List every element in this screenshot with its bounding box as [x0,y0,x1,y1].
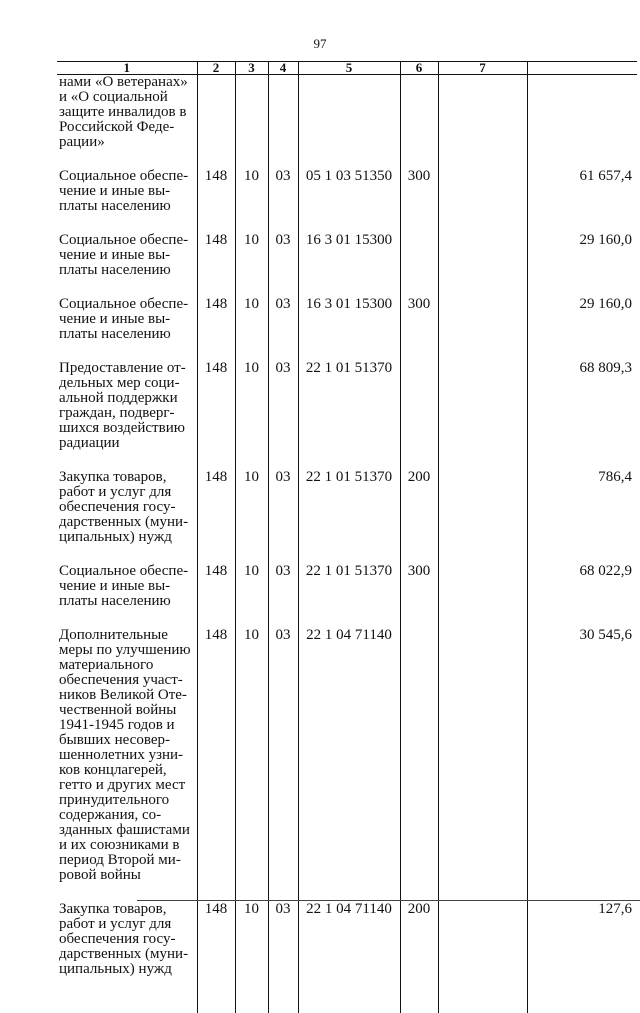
ministry-code [197,75,235,151]
ministry-code: 148 [197,361,235,451]
empty-cell [438,470,527,545]
empty-cell [438,233,527,278]
spacer-cell [298,150,400,169]
header-col-8 [527,62,637,75]
spacer-cell [298,977,400,1013]
spacer-cell [57,150,197,169]
header-col-2: 2 [197,62,235,75]
amount: 29 160,0 [527,297,637,342]
row-spacer [57,342,637,361]
expense-type: 200 [400,470,438,545]
subsection-code: 03 [268,564,298,609]
empty-cell [438,297,527,342]
table-row [57,470,637,545]
target-article: 22 1 01 51370 [298,361,400,451]
table-row [57,169,637,214]
spacer-cell [197,451,235,470]
header-col-1: 1 [57,62,197,75]
spacer-cell [438,545,527,564]
spacer-cell [235,150,268,169]
subsection-code: 03 [268,297,298,342]
empty-cell [438,361,527,451]
subsection-code [268,75,298,151]
spacer-cell [235,342,268,361]
subsection-code: 03 [268,902,298,977]
spacer-cell [197,150,235,169]
spacer-cell [527,278,637,297]
amount: 29 160,0 [527,233,637,278]
amount: 127,6 [527,902,637,977]
spacer-cell [438,609,527,628]
expense-type: 300 [400,169,438,214]
item-name: Дополнительные меры по улучшению материального обеспечения участ-ников Великой Оте-чественной войны 1941-1945 годов и бывших несовер-шеннолетних узни-ков концлагерей, гетто и других мест принудительного содержания, со-зданных фашистами и их союзниками в период Второй ми-ровой войны [57,628,197,883]
section-code: 10 [235,564,268,609]
spacer-cell [400,609,438,628]
item-name: Предоставление от-дельных мер соци-альной поддержки граждан, подверг-шихся воздействию радиации [57,361,197,451]
row-spacer [57,609,637,628]
amount: 68 022,9 [527,564,637,609]
spacer-cell [527,451,637,470]
spacer-cell [57,609,197,628]
empty-cell [438,902,527,977]
spacer-cell [57,545,197,564]
spacer-cell [438,150,527,169]
spacer-cell [235,278,268,297]
section-code: 10 [235,297,268,342]
table-row [57,233,637,278]
spacer-cell [527,214,637,233]
section-code: 10 [235,361,268,451]
item-name: Социальное обеспе-чение и иные вы-платы населению [57,564,197,609]
item-name: Закупка товаров, работ и услуг для обеспечения госу-дарственных (муни-ципальных) нужд [57,470,197,545]
spacer-cell [438,214,527,233]
spacer-cell [527,342,637,361]
spacer-cell [298,278,400,297]
spacer-cell [527,150,637,169]
spacer-cell [268,609,298,628]
spacer-cell [57,214,197,233]
expense-type [400,628,438,883]
spacer-cell [235,545,268,564]
row-spacer [57,451,637,470]
spacer-cell [298,451,400,470]
spacer-cell [268,545,298,564]
spacer-cell [268,214,298,233]
target-article: 22 1 04 71140 [298,628,400,883]
budget-table [57,61,637,1013]
section-code: 10 [235,628,268,883]
table-row [57,564,637,609]
spacer-cell [298,545,400,564]
page-number: 97 [0,36,640,52]
item-name: Социальное обеспе-чение и иные вы-платы населению [57,169,197,214]
spacer-cell [197,278,235,297]
subsection-code: 03 [268,628,298,883]
spacer-cell [438,342,527,361]
spacer-cell [298,214,400,233]
expense-type [400,75,438,151]
subsection-code: 03 [268,361,298,451]
subsection-code: 03 [268,470,298,545]
header-col-7: 7 [438,62,527,75]
ministry-code: 148 [197,902,235,977]
spacer-cell [197,977,235,1013]
amount: 786,4 [527,470,637,545]
spacer-cell [298,609,400,628]
table-row [57,628,637,883]
item-name: нами «О ветеранах» и «О социальной защите инвалидов в Российской Феде-рации» [57,75,197,151]
table-row [57,902,637,977]
ministry-code: 148 [197,628,235,883]
header-col-4: 4 [268,62,298,75]
amount [527,75,637,151]
row-spacer [57,278,637,297]
target-article: 16 3 01 15300 [298,233,400,278]
spacer-cell [400,214,438,233]
spacer-cell [235,977,268,1013]
spacer-cell [235,609,268,628]
amount: 68 809,3 [527,361,637,451]
spacer-cell [57,342,197,361]
section-code: 10 [235,169,268,214]
spacer-cell [235,214,268,233]
ministry-code: 148 [197,169,235,214]
target-article: 22 1 01 51370 [298,564,400,609]
spacer-cell [197,545,235,564]
expense-type: 300 [400,564,438,609]
amount: 30 545,6 [527,628,637,883]
spacer-cell [438,451,527,470]
spacer-cell [438,278,527,297]
target-article: 05 1 03 51350 [298,169,400,214]
table-row [57,75,637,151]
spacer-cell [400,150,438,169]
section-code [235,75,268,151]
spacer-cell [197,214,235,233]
spacer-cell [268,451,298,470]
ministry-code: 148 [197,470,235,545]
spacer-cell [235,451,268,470]
spacer-cell [268,977,298,1013]
target-article: 16 3 01 15300 [298,297,400,342]
amount: 61 657,4 [527,169,637,214]
expense-type [400,233,438,278]
empty-cell [438,564,527,609]
spacer-cell [400,977,438,1013]
table-header-row [57,62,637,75]
expense-type: 200 [400,902,438,977]
spacer-cell [268,278,298,297]
spacer-cell [197,609,235,628]
spacer-cell [438,977,527,1013]
empty-cell [438,628,527,883]
expense-type: 300 [400,297,438,342]
spacer-cell [527,545,637,564]
spacer-cell [400,342,438,361]
target-article [298,75,400,151]
table-row [57,361,637,451]
spacer-cell [400,451,438,470]
spacer-cell [527,609,637,628]
table-body [57,75,637,1013]
item-name: Закупка товаров, работ и услуг для обеспечения госу-дарственных (муни-ципальных) нужд [57,902,197,977]
spacer-cell [400,545,438,564]
empty-cell [438,75,527,151]
item-name: Социальное обеспе-чение и иные вы-платы населению [57,233,197,278]
row-spacer [57,977,637,1013]
ministry-code: 148 [197,233,235,278]
spacer-cell [57,977,197,1013]
target-article: 22 1 01 51370 [298,470,400,545]
spacer-cell [268,150,298,169]
section-code: 10 [235,470,268,545]
spacer-cell [197,342,235,361]
spacer-cell [298,342,400,361]
empty-cell [438,169,527,214]
subsection-code: 03 [268,233,298,278]
header-col-5: 5 [298,62,400,75]
ministry-code: 148 [197,564,235,609]
row-spacer [57,545,637,564]
scan-edge-line [137,900,640,901]
spacer-cell [400,278,438,297]
expense-type [400,361,438,451]
subsection-code: 03 [268,169,298,214]
table-row [57,297,637,342]
spacer-cell [57,278,197,297]
row-spacer [57,150,637,169]
target-article: 22 1 04 71140 [298,902,400,977]
header-col-3: 3 [235,62,268,75]
row-spacer [57,214,637,233]
section-code: 10 [235,233,268,278]
spacer-cell [57,451,197,470]
header-col-6: 6 [400,62,438,75]
ministry-code: 148 [197,297,235,342]
spacer-cell [527,977,637,1013]
spacer-cell [268,342,298,361]
section-code: 10 [235,902,268,977]
item-name: Социальное обеспе-чение и иные вы-платы населению [57,297,197,342]
